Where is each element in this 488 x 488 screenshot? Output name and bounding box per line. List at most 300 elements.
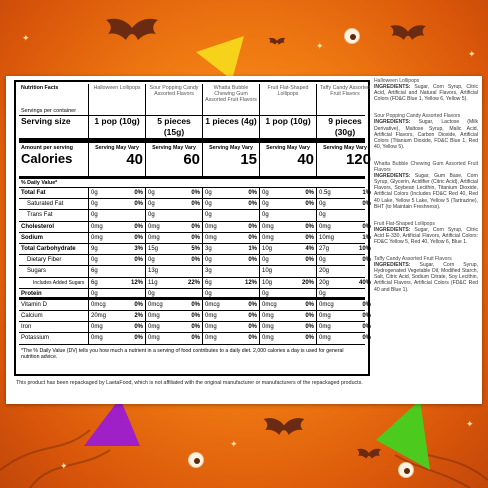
nutrient-percent: 0%	[305, 324, 314, 331]
nutrient-amount: 0mg	[262, 335, 274, 342]
nutrient-value-cell	[88, 333, 145, 343]
nutrient-label: Protein	[21, 290, 42, 297]
nutrient-amount: 0g	[91, 190, 98, 196]
nutrient-value-cell	[145, 311, 202, 321]
nutrient-amount: 0g	[205, 201, 212, 208]
serving-may-vary-note: Serving May Vary	[152, 145, 196, 151]
ingredients-list: Sugar, Gum Base, Corn Syrup, Glycerin, Acidifier (Citric Acid), Artificial Flavors, Soybean Lecithin, Titanium Dioxide, Artificial Colors (Includes FD&C Red 40, Red 40 Lake, Yellow 5 Lake, Yellow 5 (Tartrazine), BHT (to Maintain Freshness).	[374, 173, 478, 210]
bat-icon	[268, 36, 286, 47]
nutrient-value-cell	[88, 233, 145, 243]
serving-size-value: 1 pieces (4g)	[202, 116, 259, 138]
nutrient-amount: 0mg	[148, 324, 160, 331]
nutrient-amount: 0mg	[262, 324, 274, 331]
bat-icon	[262, 412, 306, 442]
nutrient-percent: 0%	[305, 301, 314, 308]
nutrient-label: Dietary Fiber	[27, 257, 62, 264]
nutrient-percent: 0%	[305, 335, 314, 342]
nutrient-percent: 0%	[134, 324, 143, 331]
nutrient-percent: 5%	[191, 245, 200, 252]
nutrient-amount: 0g	[148, 190, 155, 196]
nutrient-percent: 0%	[134, 223, 143, 230]
calories-label: Calories	[21, 151, 73, 166]
nutrient-value-cell	[316, 199, 373, 209]
bat-icon	[356, 446, 382, 462]
star-icon: ✦	[316, 41, 324, 51]
ingredients-list: Sugar, Corn Syrup, Hydrogenated Vegetable Oil, Modified Starch, Salt, Citric Acid, Sodium Citrate, Soy Lecithin, Artificial Flavors, Artificial Colors (FD&C Red 40 and Blue 1).	[374, 262, 478, 293]
nutrient-label: Iron	[21, 324, 32, 331]
nutrient-percent: 0%	[362, 324, 371, 331]
nutrient-percent: 0%	[305, 223, 314, 230]
servings-label: Servings per container	[21, 108, 77, 114]
nutrient-row	[19, 333, 371, 344]
nutrient-amount: 0g	[262, 201, 269, 208]
nutrient-amount: 0mg	[148, 234, 160, 241]
star-icon: ✦	[22, 33, 30, 43]
nutrient-row	[19, 289, 365, 300]
calories-value: 40	[126, 151, 143, 168]
nutrient-row	[19, 278, 371, 289]
nutrient-percent: 0%	[248, 335, 257, 342]
nutrient-amount: 0g	[148, 257, 155, 264]
nutrient-value-cell	[259, 210, 316, 220]
nutrient-value-cell	[202, 222, 259, 232]
nutrient-amount: 0g	[91, 212, 98, 219]
nutrient-value-cell	[145, 210, 202, 220]
ingredients-label: INGREDIENTS:	[374, 173, 411, 180]
nutrient-amount: 15g	[148, 245, 159, 252]
nutrient-value-cell	[88, 278, 145, 288]
nutrient-value-cell	[88, 199, 145, 209]
nutrient-amount: 0g	[262, 290, 269, 297]
nutrient-amount: 0mg	[319, 223, 331, 230]
nutrient-label: Sodium	[21, 234, 43, 241]
nutrient-amount: 0g	[262, 190, 269, 196]
nutrient-amount: 0g	[319, 290, 326, 297]
nutrient-percent: 2%	[134, 313, 143, 320]
nutrient-amount: 0mg	[91, 335, 103, 342]
nutrient-amount: 0mcg	[205, 301, 220, 308]
ingredient-product-title: Fruit Flat-Shaped Lollipops	[374, 220, 435, 227]
nutrient-amount: 6g	[91, 268, 98, 275]
nutrient-percent: 12%	[130, 279, 143, 286]
nutrient-value-cell	[145, 199, 202, 209]
nutrient-percent: 12%	[244, 279, 257, 286]
amount-per-serving-label: Amount per serving	[21, 145, 73, 151]
nutrient-percent: 4%	[305, 245, 314, 252]
nutrient-percent: 0%	[134, 257, 143, 264]
nutrient-percent: 0%	[191, 201, 200, 208]
ingredients-list: Sugar, Lactose (Milk Derivative), Maltose Syrup, Malic Acid, Artificial Flavors, Carbon Dioxide, Artificial Colors (Titanium Dioxide, FD&C Blue 1, Red 40, Yellow 5).	[374, 119, 478, 150]
nutrient-value-cell	[145, 266, 202, 276]
eyeball-icon	[344, 28, 360, 44]
nutrient-percent: 0%	[305, 190, 314, 196]
nutrient-label: Trans Fat	[27, 212, 53, 219]
nutrient-value-cell	[88, 311, 145, 321]
product-name: Halloween Lollipops	[88, 84, 145, 108]
serving-size-value: 1 pop (10g)	[88, 116, 145, 138]
nutrient-label: Vitamin D	[21, 301, 47, 308]
nutrient-label: Calcium	[21, 313, 43, 320]
ingredient-block	[374, 78, 478, 102]
nutrient-value-cell	[88, 255, 145, 265]
ingredient-text	[374, 84, 478, 102]
nutrient-value-cell	[316, 210, 373, 220]
product-name: Taffy Candy Assorted Fruit Flavors	[316, 84, 373, 108]
nutrient-percent: 1%	[362, 190, 371, 196]
ingredient-text	[374, 119, 478, 149]
nutrient-amount: 10g	[262, 245, 273, 252]
nutrient-percent: 0%	[305, 234, 314, 241]
nutrient-percent: 0%	[248, 313, 257, 320]
nutrient-amount: 0g	[91, 257, 98, 264]
nutrient-amount: 0g	[262, 212, 269, 219]
nutrient-amount: 20mg	[91, 313, 107, 320]
daily-value-header: % Daily Value*	[19, 179, 365, 188]
nutrient-percent: 0%	[134, 335, 143, 342]
nutrient-amount: 0mg	[319, 313, 331, 320]
star-icon: ✦	[60, 461, 68, 471]
nutrient-value-cell	[259, 333, 316, 343]
nutrient-percent: 0%	[134, 190, 143, 196]
ingredients-label: INGREDIENTS:	[374, 119, 411, 126]
nutrient-label: Potassium	[21, 335, 50, 342]
nutrient-value-cell	[259, 300, 316, 310]
nutrient-amount: 20g	[319, 279, 330, 286]
nutrient-table	[19, 188, 371, 345]
serving-size-value: 1 pop (10g)	[259, 116, 316, 138]
nutrient-amount: 10mg	[319, 234, 335, 241]
nutrient-value-cell	[259, 188, 316, 198]
serving-may-vary-note: Serving May Vary	[323, 145, 367, 151]
nutrient-percent: 0%	[248, 223, 257, 230]
serving-may-vary-note: Serving May Vary	[95, 145, 139, 151]
nutrient-value-cell	[145, 188, 202, 198]
nutrient-label: Total Carbohydrate	[21, 245, 76, 252]
yellow-triangle-shape	[196, 36, 244, 80]
nutrient-percent: 0%	[191, 234, 200, 241]
serving-may-vary-note: Serving May Vary	[266, 145, 310, 151]
nutrient-row	[19, 188, 371, 199]
nutrient-amount: 27g	[319, 245, 330, 252]
nutrient-value-cell	[202, 210, 259, 220]
nutrient-percent: 0%	[248, 234, 257, 241]
nutrient-amount: 0mg	[205, 313, 217, 320]
nutrient-percent: 0%	[191, 324, 200, 331]
ingredients-list: Sugar, Corn Syrup, Citric Acid, Artificial and Natural Flavors, Artificial Colors (FD&C Blue 1, Yellow 6, Yellow 5).	[374, 84, 478, 103]
nutrient-value-cell	[259, 255, 316, 265]
nutrient-percent: 0%	[134, 234, 143, 241]
nutrient-amount: 0g	[91, 201, 98, 208]
nutrient-amount: 0mcg	[148, 301, 163, 308]
nutrient-row	[19, 266, 365, 277]
ingredient-text	[374, 262, 478, 292]
nutrient-row	[19, 244, 371, 255]
nutrient-value-cell	[202, 199, 259, 209]
nutrient-amount: 0g	[205, 212, 212, 219]
nutrient-value-cell	[202, 255, 259, 265]
calories-value: 60	[183, 151, 200, 168]
nutrient-percent: 0%	[248, 301, 257, 308]
nutrient-percent: 0%	[191, 190, 200, 196]
nutrient-value-cell	[316, 322, 373, 332]
nutrient-label: Total Fat	[21, 190, 46, 196]
nutrient-amount: 6g	[205, 279, 212, 286]
nutrient-value-cell	[316, 266, 373, 276]
nutrient-value-cell	[202, 322, 259, 332]
nutrient-value-cell	[259, 222, 316, 232]
nutrient-value-cell	[202, 233, 259, 243]
nutrient-row	[19, 233, 371, 244]
nutrient-value-cell	[145, 222, 202, 232]
nutrient-percent: 0%	[362, 313, 371, 320]
nutrient-value-cell	[316, 222, 373, 232]
nutrient-amount: 0mg	[148, 335, 160, 342]
nutrient-value-cell	[259, 311, 316, 321]
nutrient-value-cell	[202, 300, 259, 310]
nutrient-percent: 0%	[191, 301, 200, 308]
star-icon: ✦	[466, 419, 474, 429]
nutrient-amount: 0mg	[319, 324, 331, 331]
nutrient-amount: 0g	[319, 257, 326, 264]
nutrient-percent: 0%	[362, 201, 371, 208]
nutrient-percent: 20%	[301, 279, 314, 286]
star-icon: ✦	[230, 439, 238, 449]
nutrient-percent: 0%	[362, 223, 371, 230]
nutrient-amount: 0mg	[148, 223, 160, 230]
nutrient-value-cell	[145, 255, 202, 265]
product-label-card	[6, 76, 482, 404]
nutrient-percent: 0%	[362, 335, 371, 342]
nutrient-value-cell	[88, 244, 145, 254]
nutrient-label: Saturated Fat	[27, 201, 64, 208]
nutrient-value-cell	[316, 233, 373, 243]
nutrient-amount: 0mg	[205, 223, 217, 230]
repackaging-disclaimer: This product has been repackaged by LaetaFood, which is not affiliated with the original manufacturer or manufacturers of the repackaged products.	[16, 380, 363, 386]
nutrient-amount: 0mg	[91, 324, 103, 331]
nutrient-amount: 0g	[205, 290, 212, 297]
nutrient-percent: 0%	[191, 257, 200, 264]
serving-size-label: Serving size	[21, 116, 71, 126]
nutrient-amount: 10g	[262, 268, 273, 275]
nutrient-percent: 0%	[134, 201, 143, 208]
panel-title: Nutrition Facts	[21, 85, 59, 91]
nutrient-row	[19, 300, 371, 311]
nutrient-value-cell	[316, 255, 373, 265]
nutrient-amount: 0.5g	[319, 190, 331, 196]
nutrient-amount: 11g	[148, 279, 158, 286]
nutrient-amount: 0mg	[91, 223, 103, 230]
nutrient-amount: 0g	[319, 201, 326, 208]
serving-size-value: 5 pieces (15g)	[145, 116, 202, 138]
ingredient-block	[374, 256, 478, 293]
product-name: Sour Popping Candy Assorted Flavors	[145, 84, 202, 108]
nutrient-value-cell	[145, 278, 202, 288]
ingredient-text	[374, 227, 478, 245]
nutrient-value-cell	[259, 289, 316, 299]
nutrient-value-cell	[316, 278, 373, 288]
ingredient-product-title: Whatta Bubble Chewing Gum Assorted Fruit Flavors	[374, 160, 478, 174]
nutrient-value-cell	[88, 266, 145, 276]
product-name: Fruit Flat-Shaped Lollipops	[259, 84, 316, 108]
nutrient-amount: 9g	[91, 245, 98, 252]
bat-icon	[388, 22, 428, 44]
nutrient-percent: 1%	[362, 234, 371, 241]
nutrient-percent: 0%	[134, 301, 143, 308]
nutrient-value-cell	[145, 300, 202, 310]
star-icon: ✦	[468, 49, 476, 59]
nutrient-value-cell	[88, 300, 145, 310]
nutrient-value-cell	[145, 233, 202, 243]
product-name: Whatta Bubble Chewing Gum Assorted Fruit Flavors	[202, 84, 259, 108]
nutrient-value-cell	[202, 266, 259, 276]
serving-size-value: 9 pieces (30g)	[316, 116, 373, 138]
nutrient-amount: 0mg	[262, 234, 274, 241]
nutrient-value-cell	[202, 188, 259, 198]
nutrient-amount: 0g	[262, 257, 269, 264]
eyeball-icon	[188, 452, 204, 468]
nutrient-percent: 40%	[358, 279, 371, 286]
nutrient-value-cell	[88, 289, 145, 299]
nutrient-amount: 0g	[319, 212, 326, 219]
nutrient-value-cell	[316, 311, 373, 321]
ingredients-label: INGREDIENTS:	[374, 84, 411, 91]
nutrient-value-cell	[259, 199, 316, 209]
nutrient-value-cell	[259, 244, 316, 254]
calories-value: 15	[240, 151, 257, 168]
nutrient-amount: 3g	[205, 245, 212, 252]
nutrient-row	[19, 199, 371, 210]
nutrient-value-cell	[145, 289, 202, 299]
nutrient-value-cell	[88, 222, 145, 232]
nutrient-amount: 0g	[205, 190, 212, 196]
nutrient-percent: 3%	[134, 245, 143, 252]
nutrient-amount: 0mg	[91, 234, 103, 241]
nutrient-amount: 0mg	[148, 313, 160, 320]
nutrient-amount: 0g	[148, 212, 155, 219]
serving-size-row	[19, 116, 365, 143]
nutrient-percent: 22%	[187, 279, 200, 286]
nutrient-percent: 0%	[248, 190, 257, 196]
nutrient-amount: 0mg	[205, 335, 217, 342]
product-header-row	[19, 84, 370, 108]
nutrient-percent: 0%	[191, 335, 200, 342]
bat-icon	[104, 14, 160, 46]
nutrient-row	[19, 255, 371, 266]
calories-value: 120	[345, 151, 371, 168]
nutrient-value-cell	[88, 322, 145, 332]
servings-per-container-row	[19, 108, 365, 116]
eyeball-icon	[398, 462, 414, 478]
nutrient-amount: 0mcg	[319, 301, 334, 308]
ingredient-product-title: Halloween Lollipops	[374, 78, 420, 84]
nutrient-percent: 0%	[305, 313, 314, 320]
nutrient-value-cell	[145, 244, 202, 254]
nutrient-percent: 0%	[248, 257, 257, 264]
ingredient-block	[374, 113, 478, 150]
ingredient-product-title: Sour Popping Candy Assorted Flavors	[374, 113, 461, 120]
nutrient-label: Includes Added Sugars	[33, 279, 85, 286]
ingredients-label: INGREDIENTS:	[374, 226, 411, 233]
calories-value: 40	[297, 151, 314, 168]
nutrient-amount: 13g	[148, 268, 159, 275]
nutrient-value-cell	[202, 311, 259, 321]
nutrient-percent: 0%	[248, 324, 257, 331]
nutrient-row	[19, 210, 365, 221]
nutrient-value-cell	[316, 333, 373, 343]
nutrient-amount: 10g	[262, 279, 273, 286]
ingredients-label: INGREDIENTS:	[374, 262, 411, 269]
nutrient-amount: 0g	[148, 201, 155, 208]
nutrient-label: Sugars	[27, 268, 47, 275]
nutrient-value-cell	[316, 244, 373, 254]
nutrient-value-cell	[259, 233, 316, 243]
nutrient-percent: 0%	[305, 201, 314, 208]
nutrient-value-cell	[145, 333, 202, 343]
nutrient-percent: 10%	[358, 245, 371, 252]
nutrient-percent: 0%	[362, 257, 371, 264]
nutrition-facts-panel	[14, 80, 370, 376]
serving-may-vary-note: Serving May Vary	[209, 145, 253, 151]
nutrient-value-cell	[259, 278, 316, 288]
nutrient-label: Cholesterol	[21, 223, 55, 230]
nutrient-amount: 0g	[205, 257, 212, 264]
ingredient-block	[374, 161, 478, 210]
nutrient-row	[19, 222, 371, 233]
nutrient-amount: 0mg	[205, 324, 217, 331]
nutrient-value-cell	[88, 188, 145, 198]
nutrient-amount: 0mg	[262, 313, 274, 320]
nutrient-value-cell	[316, 289, 373, 299]
nutrient-percent: 0%	[191, 313, 200, 320]
nutrient-percent: 0%	[305, 257, 314, 264]
ingredients-column	[374, 78, 478, 304]
nutrient-amount: 0g	[148, 290, 155, 297]
nutrient-value-cell	[202, 244, 259, 254]
nutrient-percent: 0%	[248, 201, 257, 208]
nutrient-amount: 3g	[205, 268, 212, 275]
nutrient-percent: 1%	[248, 245, 257, 252]
nutrient-value-cell	[316, 188, 373, 198]
nutrient-amount: 0mg	[319, 335, 331, 342]
ingredient-text	[374, 173, 478, 210]
nutrient-value-cell	[259, 266, 316, 276]
nutrient-amount: 6g	[91, 279, 98, 286]
daily-value-footnote: *The % Daily Value (DV) tells you how much a nutrient in a serving of food contributes to a daily diet. 2,000 calories a day is used for general nutrition advice.	[21, 347, 344, 361]
nutrient-value-cell	[259, 322, 316, 332]
calories-row	[19, 143, 371, 179]
nutrient-value-cell	[202, 289, 259, 299]
nutrient-amount: 0g	[91, 290, 98, 297]
nutrient-percent: 0%	[191, 223, 200, 230]
ingredient-product-title: Taffy Candy Assorted Fruit Flavors	[374, 256, 452, 263]
nutrient-percent: 0%	[362, 301, 371, 308]
nutrient-amount: 0mg	[205, 234, 217, 241]
ingredients-list: Sugar, Corn Syrup, Citric Acid E-330, Artificial Flavors, Artificial Colors: FD&C Yellow 5, Red 40, Yellow 6, Blue 1.	[374, 226, 478, 245]
nutrient-value-cell	[145, 322, 202, 332]
nutrient-row	[19, 311, 371, 322]
nutrient-value-cell	[202, 333, 259, 343]
nutrient-amount: 0mcg	[91, 301, 106, 308]
nutrient-value-cell	[316, 300, 373, 310]
nutrient-value-cell	[88, 210, 145, 220]
ingredient-block	[374, 221, 478, 245]
nutrient-amount: 0mg	[262, 223, 274, 230]
nutrient-value-cell	[202, 278, 259, 288]
nutrient-amount: 0mcg	[262, 301, 277, 308]
nutrient-amount: 20g	[319, 268, 330, 275]
nutrient-row	[19, 322, 371, 333]
purple-triangle-shape	[84, 398, 140, 446]
